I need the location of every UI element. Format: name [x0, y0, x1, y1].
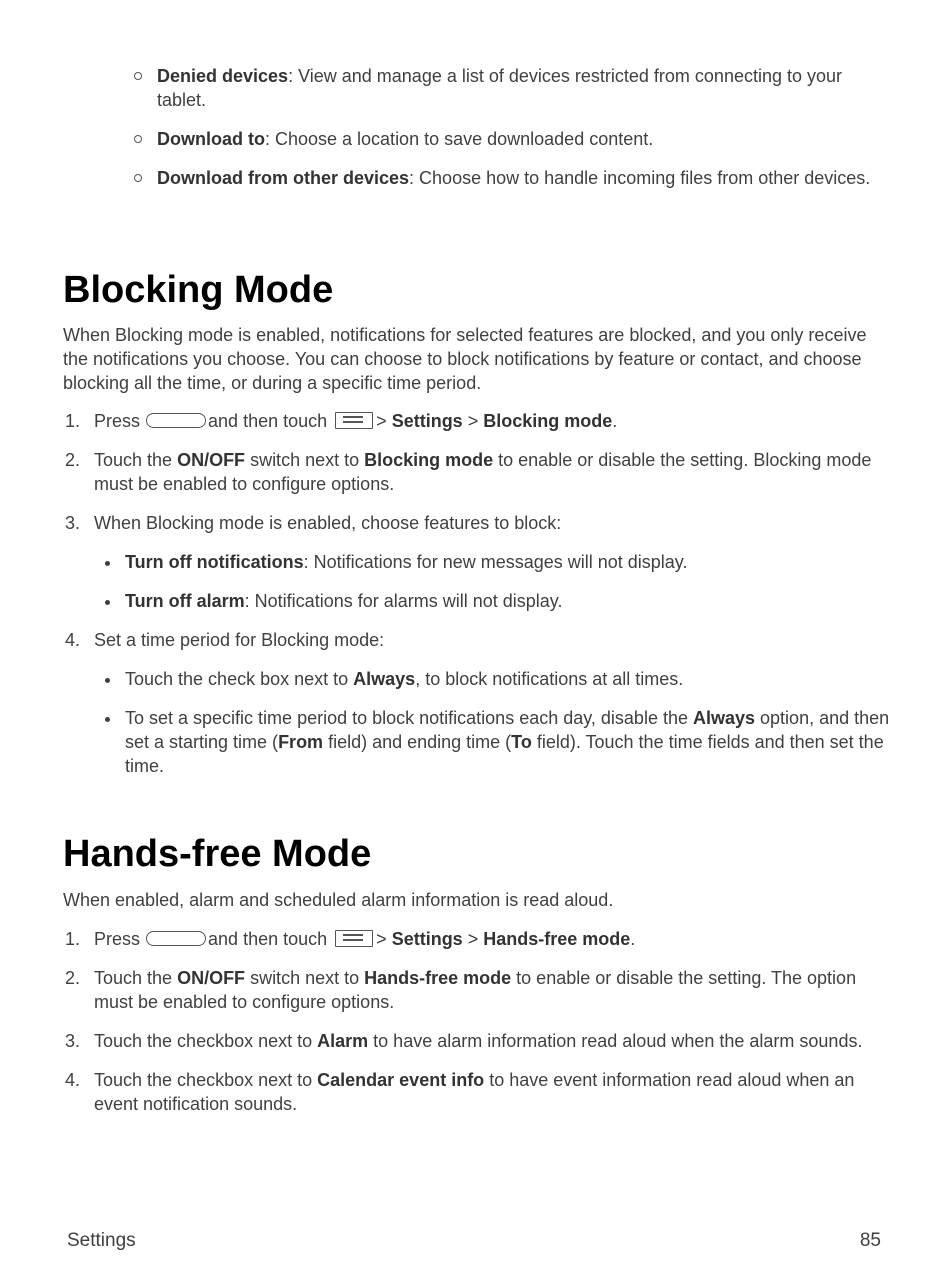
menu-key-icon	[335, 930, 373, 947]
sub-bullet-item	[0, 166, 950, 190]
step-text: Press	[94, 411, 141, 431]
hands-free-mode-label: Hands-free mode	[483, 929, 631, 949]
from-label: From	[278, 732, 324, 752]
blocking-mode-steps	[0, 409, 950, 793]
term-download-to: Download to	[157, 129, 265, 149]
step-item	[0, 448, 950, 496]
step-number: 4.	[65, 1070, 81, 1090]
step-text: Touch the checkbox next to	[94, 1031, 318, 1051]
hands-free-mode-steps	[0, 927, 950, 1131]
turn-off-notifications-label: Turn off notifications	[125, 552, 304, 572]
bullet-text: : Notifications for new messages will not display.	[303, 552, 688, 572]
hands-free-mode-intro: When enabled, alarm and scheduled alarm information is read aloud.	[63, 890, 614, 910]
bullet-dot-icon	[105, 717, 110, 722]
settings-label: Settings	[391, 929, 463, 949]
bullet-item	[94, 550, 890, 574]
step-text: and then touch	[208, 411, 328, 431]
home-key-icon	[146, 413, 206, 428]
step-text: Touch the	[94, 968, 178, 988]
settings-label: Settings	[391, 411, 463, 431]
bullet-list	[94, 550, 890, 613]
step-number: 1.	[65, 929, 81, 949]
step-item	[0, 409, 950, 433]
separator-text: >	[467, 411, 479, 431]
step-text: switch next to	[245, 450, 365, 470]
step-text: Set a time period for Blocking mode:	[94, 630, 385, 650]
sub-bullet-list	[0, 64, 950, 205]
step-text: and then touch	[208, 929, 328, 949]
step-number: 3.	[65, 513, 81, 533]
bullet-item	[94, 589, 890, 613]
step-number: 3.	[65, 1031, 81, 1051]
separator-text: >	[376, 929, 387, 949]
blocking-mode-intro: When Blocking mode is enabled, notifications for selected features are blocked, and you only receive the notifications you choose. You can choose to block notifications by feature or contact, and choose blocking all the time, or during a specific time period.	[63, 325, 867, 393]
step-item	[0, 1029, 950, 1053]
hands-free-mode-heading: Hands-free Mode	[63, 833, 372, 875]
blocking-mode-label: Blocking mode	[364, 450, 494, 470]
always-label: Always	[353, 669, 416, 689]
sub-bullet-item	[0, 127, 950, 151]
menu-key-icon	[335, 412, 373, 429]
step-number: 2.	[65, 450, 81, 470]
step-text: When Blocking mode is enabled, choose features to block:	[94, 513, 562, 533]
circle-bullet-icon	[134, 174, 142, 182]
hands-free-mode-label: Hands-free mode	[364, 968, 512, 988]
bullet-text: , to block notifications at all times.	[415, 669, 684, 689]
step-text: switch next to	[245, 968, 365, 988]
bullet-text: : Notifications for alarms will not display.	[244, 591, 563, 611]
step-item	[0, 628, 950, 778]
step-text: .	[612, 411, 618, 431]
step-item	[0, 927, 950, 951]
always-label: Always	[692, 708, 756, 728]
to-label: To	[511, 732, 532, 752]
separator-text: >	[467, 929, 479, 949]
bullet-item	[94, 706, 890, 778]
bullet-text: field). Touch the time fields and then set the time.	[125, 732, 884, 776]
on-off-label: ON/OFF	[177, 968, 246, 988]
home-key-icon	[146, 931, 206, 946]
footer-page-number: 85	[859, 1230, 881, 1251]
bullet-dot-icon	[105, 561, 110, 566]
calendar-event-info-label: Calendar event info	[317, 1070, 485, 1090]
step-text: Touch the	[94, 450, 178, 470]
term-description: : Choose a location to save downloaded content.	[264, 129, 654, 149]
blocking-mode-heading: Blocking Mode	[63, 269, 334, 311]
step-text: .	[630, 929, 636, 949]
term-description: : Choose how to handle incoming files from other devices.	[409, 168, 871, 188]
circle-bullet-icon	[134, 72, 142, 80]
on-off-label: ON/OFF	[177, 450, 246, 470]
step-item	[0, 966, 950, 1014]
footer-section-name: Settings	[67, 1230, 136, 1251]
bullet-text: option, and then set a starting time (	[125, 708, 890, 752]
step-item	[0, 511, 950, 613]
step-text: Press	[94, 929, 141, 949]
term-denied-devices: Denied devices	[157, 66, 289, 86]
bullet-item	[94, 667, 890, 691]
bullet-text: To set a specific time period to block notifications each day, disable the	[125, 708, 693, 728]
bullet-dot-icon	[105, 600, 110, 605]
step-text: to enable or disable the setting. The option must be enabled to configure options.	[94, 968, 857, 1012]
step-text: to enable or disable the setting. Blocking mode must be enabled to configure options.	[94, 450, 872, 494]
bullet-text: field) and ending time (	[323, 732, 512, 752]
term-download-from-other-devices: Download from other devices	[157, 168, 410, 188]
step-number: 4.	[65, 630, 81, 650]
step-text: to have alarm information read aloud when the alarm sounds.	[368, 1031, 863, 1051]
step-number: 2.	[65, 968, 81, 988]
bullet-list	[94, 667, 890, 778]
circle-bullet-icon	[134, 135, 142, 143]
term-description: : View and manage a list of devices restricted from connecting to your tablet.	[157, 66, 843, 110]
step-item	[0, 1068, 950, 1116]
bullet-dot-icon	[105, 678, 110, 683]
alarm-label: Alarm	[317, 1031, 369, 1051]
step-number: 1.	[65, 411, 81, 431]
turn-off-alarm-label: Turn off alarm	[125, 591, 245, 611]
separator-text: >	[376, 411, 387, 431]
bullet-text: Touch the check box next to	[125, 669, 354, 689]
step-text: to have event information read aloud when an event notification sounds.	[94, 1070, 855, 1114]
blocking-mode-label: Blocking mode	[483, 411, 613, 431]
sub-bullet-item	[0, 64, 950, 112]
step-text: Touch the checkbox next to	[94, 1070, 318, 1090]
